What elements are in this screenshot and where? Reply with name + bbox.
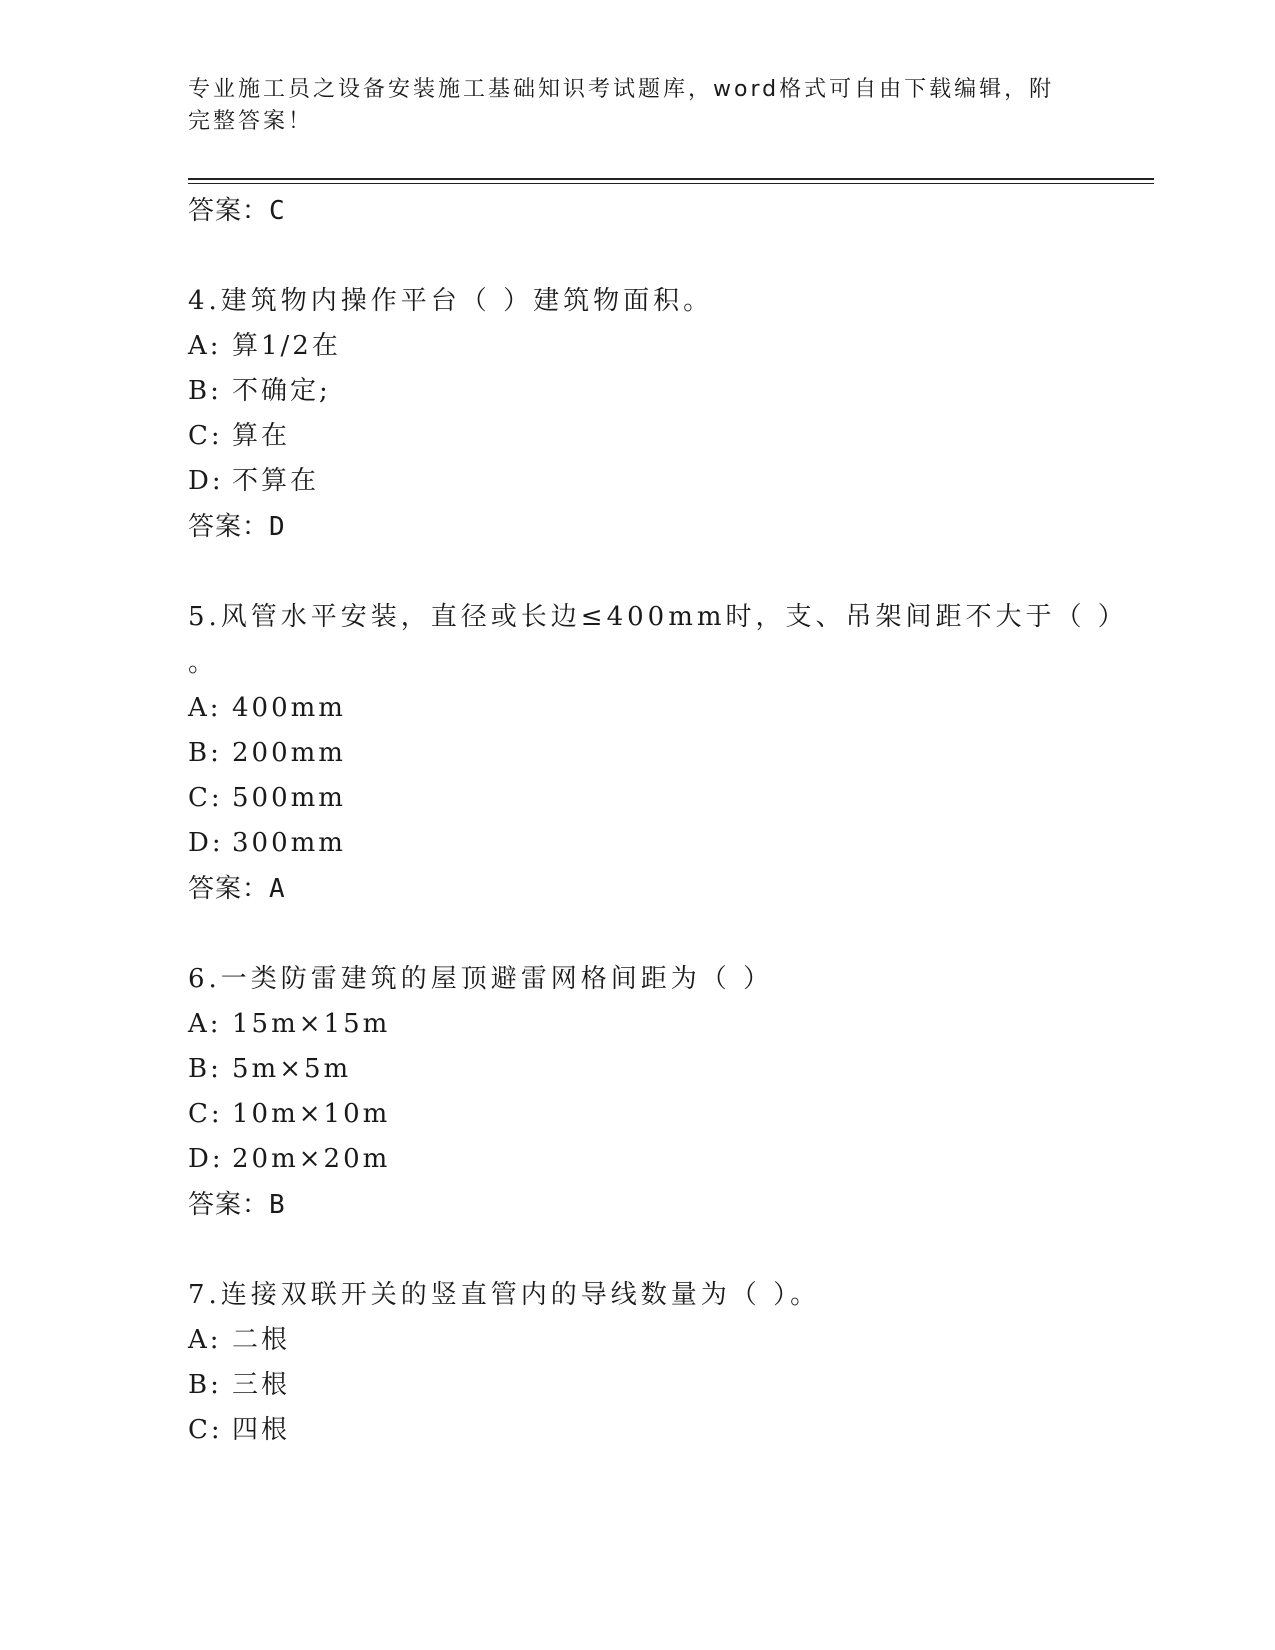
option-key: A: xyxy=(188,331,222,361)
option-text: 400mm xyxy=(232,693,346,723)
option-b xyxy=(188,731,1154,776)
option-text: 三根 xyxy=(232,1370,291,1400)
option-key: A: xyxy=(188,1325,222,1355)
question-block xyxy=(188,278,1154,550)
document-header: 专业施工员之设备安装施工基础知识考试题库，word格式可自由下载编辑，附完整答案！ xyxy=(188,77,1055,134)
question-stem-continuation: 。 xyxy=(188,648,219,678)
option-a xyxy=(188,1318,1154,1363)
option-text: 300mm xyxy=(232,828,346,858)
answer-label: 答案： xyxy=(188,1190,270,1220)
option-key: B: xyxy=(188,738,222,768)
answer-value: B xyxy=(269,1190,286,1220)
option-d xyxy=(188,821,1154,866)
option-b xyxy=(188,1047,1154,1092)
question-block xyxy=(188,956,1154,1228)
answer-value: C xyxy=(269,196,286,226)
option-c xyxy=(188,776,1154,821)
option-key: C: xyxy=(188,1099,223,1129)
option-a xyxy=(188,324,1154,369)
option-key: A: xyxy=(188,1009,222,1039)
option-key: D: xyxy=(188,1144,224,1174)
document-body xyxy=(188,188,1154,1453)
option-b xyxy=(188,369,1154,414)
option-c xyxy=(188,414,1154,459)
answer-value: D xyxy=(269,512,286,542)
option-text: 二根 xyxy=(232,1325,291,1355)
option-text: 不算在 xyxy=(232,466,320,496)
option-c xyxy=(188,1092,1154,1137)
option-key: B: xyxy=(188,1054,222,1084)
header-divider-thick xyxy=(188,178,1154,180)
option-a xyxy=(188,686,1154,731)
question-stem: 4.建筑物内操作平台（ ）建筑物面积。 xyxy=(188,286,714,316)
option-d xyxy=(188,1137,1154,1182)
answer-line xyxy=(188,504,1154,550)
question-stem: 6.一类防雷建筑的屋顶避雷网格间距为（ ） xyxy=(188,964,774,994)
option-key: D: xyxy=(188,466,224,496)
option-b xyxy=(188,1363,1154,1408)
option-key: C: xyxy=(188,783,223,813)
option-text: 5m×5m xyxy=(232,1054,352,1084)
option-key: C: xyxy=(188,1415,223,1445)
option-text: 算1/2在 xyxy=(232,331,341,361)
option-key: B: xyxy=(188,376,222,406)
option-text: 15m×15m xyxy=(232,1009,391,1039)
option-text: 四根 xyxy=(232,1415,291,1445)
option-text: 20m×20m xyxy=(232,1144,391,1174)
header-divider-thin xyxy=(188,183,1154,184)
question-stem-text: 5.风管水平安装，直径或长边≤400mm时，支、吊架间距不大于（ ） xyxy=(188,602,1128,632)
option-c xyxy=(188,1408,1154,1453)
option-text: 200mm xyxy=(232,738,346,768)
question-stem: 7.连接双联开关的竖直管内的导线数量为（ ）。 xyxy=(188,1280,821,1310)
answer-label: 答案： xyxy=(188,196,270,226)
question-stem xyxy=(188,594,1154,686)
option-key: C: xyxy=(188,421,223,451)
option-a xyxy=(188,1002,1154,1047)
answer-value: A xyxy=(269,874,286,904)
question-block xyxy=(188,594,1154,912)
question-block xyxy=(188,1272,1154,1453)
option-text: 10m×10m xyxy=(232,1099,391,1129)
answer-label: 答案： xyxy=(188,512,270,542)
option-d xyxy=(188,459,1154,504)
answer-label: 答案： xyxy=(188,874,270,904)
option-text: 算在 xyxy=(232,421,291,451)
option-text: 500mm xyxy=(232,783,346,813)
answer-line xyxy=(188,1182,1154,1228)
option-key: D: xyxy=(188,828,224,858)
answer-line xyxy=(188,188,1154,234)
option-key: B: xyxy=(188,1370,222,1400)
option-key: A: xyxy=(188,693,222,723)
answer-line xyxy=(188,866,1154,912)
option-text: 不确定; xyxy=(232,376,331,406)
